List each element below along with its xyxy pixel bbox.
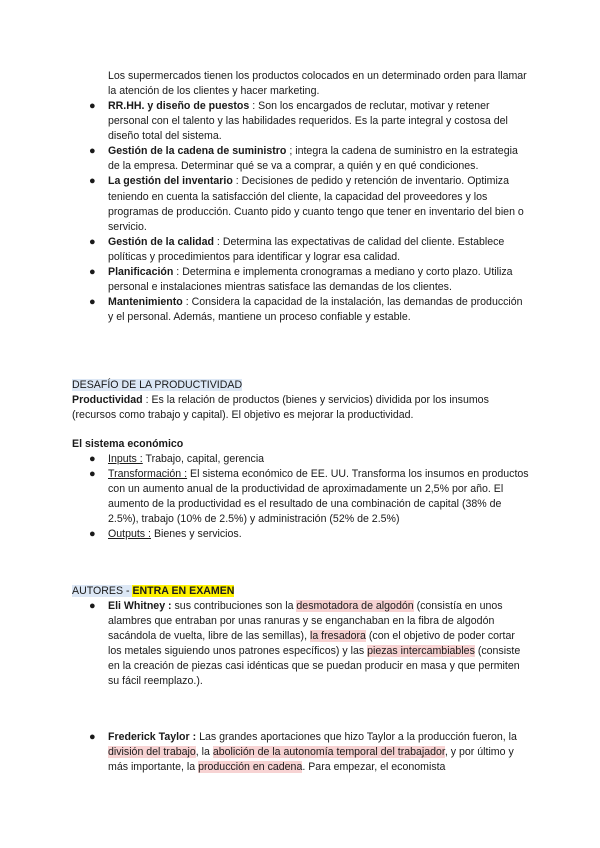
bullet-icon: ●	[89, 100, 96, 112]
autores-list-taylor	[72, 730, 530, 775]
section-heading-autores: AUTORES - ENTRA EN EXAMEN	[72, 585, 235, 597]
productividad-definition: Productividad : Es la relación de productos (bienes y servicios) dividida por los insumos (recursos como trabajo y capital). El objetivo es mejorar la productividad.	[72, 394, 489, 422]
bullet-icon: ●	[89, 528, 96, 541]
autores-list-whitney	[72, 599, 530, 690]
list-item: ● Gestión de la cadena de suministro ; integra la cadena de suministro en la estrategia de la empresa. Determinar qué se va a comprar, a quién y en qué condiciones.	[89, 145, 518, 173]
list-item: ● Planificación : Determina e implementa cronogramas a mediano y corto plazo. Utiliza personal e instalaciones mientras satisface las demandas de los clientes.	[89, 266, 513, 294]
sistema-list	[72, 452, 530, 543]
bullet-icon: ●	[89, 731, 96, 743]
bullet-icon: ●	[89, 600, 96, 612]
list-item: ● Outputs : Bienes y servicios.	[72, 527, 530, 542]
list-item: ● Frederick Taylor : Las grandes aportaciones que hizo Taylor a la producción fueron, la división del trabajo, la abolición de la autonomía temporal del trabajador, y por último y más importante, la producción en cadena. Para empezar, el economista	[89, 731, 517, 774]
list-item: ● Transformación : El sistema económico de EE. UU. Transforma los insumos en productos con un aumento anual de la productividad de aproximadamente un 2,5% por año. El aumento de la productividad es el resultado de una combinación de capital (38% de 2.5%), trabajo (10% de 2.5%) y administración (52% de 2.5%)	[89, 468, 529, 526]
section-heading-sistema: El sistema económico	[72, 438, 184, 450]
list-item: ● Inputs : Trabajo, capital, gerencia	[72, 452, 530, 467]
list-item: ● La gestión del inventario : Decisiones de pedido y retención de inventario. Optimiza teniendo en cuenta la satisfacción del cliente, la capacidad del proveedores y los programas de producción. Cuanto pido y cuanto tengo que tener en inventario del bien o servicio.	[89, 175, 524, 233]
bullet-icon: ●	[89, 145, 96, 158]
operations-list	[72, 99, 530, 325]
list-item: ● Mantenimiento : Considera la capacidad de la instalación, las demandas de producción y el personal. Además, mantiene un proceso confiable y estable.	[89, 296, 523, 324]
list-item: ● RR.HH. y diseño de puestos : Son los encargados de reclutar, motivar y retener personal con el talento y las habilidades requeridos. Es la parte integral y costosa del diseño total del sistema.	[89, 100, 508, 143]
section-heading-productividad: DESAFÍO DE LA PRODUCTIVIDAD	[72, 379, 243, 391]
list-item: ● Eli Whitney : sus contribuciones son la desmotadora de algodón (consistía en unos alambres que entraban por unas ranuras y se enganchaban en la fibra de algodón sacándola de vuelta, libre de las semillas), la fresadora (con el objetivo de poder cortar los metales siguiendo unos patrones específicos) y las piezas intercambiables (consiste en la creación de piezas casi idénticas que se puedan producir en masa y que permiten su fácil reemplazo.).	[89, 600, 521, 688]
bullet-icon: ●	[89, 266, 96, 279]
bullet-icon: ●	[89, 453, 96, 465]
bullet-icon: ●	[89, 235, 96, 248]
bullet-icon: ●	[89, 296, 96, 309]
list-item: ● Gestión de la calidad : Determina las expectativas de calidad del cliente. Establece políticas y procedimientos para identificar y lograr esa calidad.	[89, 235, 505, 263]
bullet-icon: ●	[89, 468, 96, 481]
intro-continuation: Los supermercados tienen los productos colocados en un determinado orden para llamar la atención de los clientes y hacer marketing.	[108, 70, 527, 98]
bullet-icon: ●	[89, 175, 96, 188]
